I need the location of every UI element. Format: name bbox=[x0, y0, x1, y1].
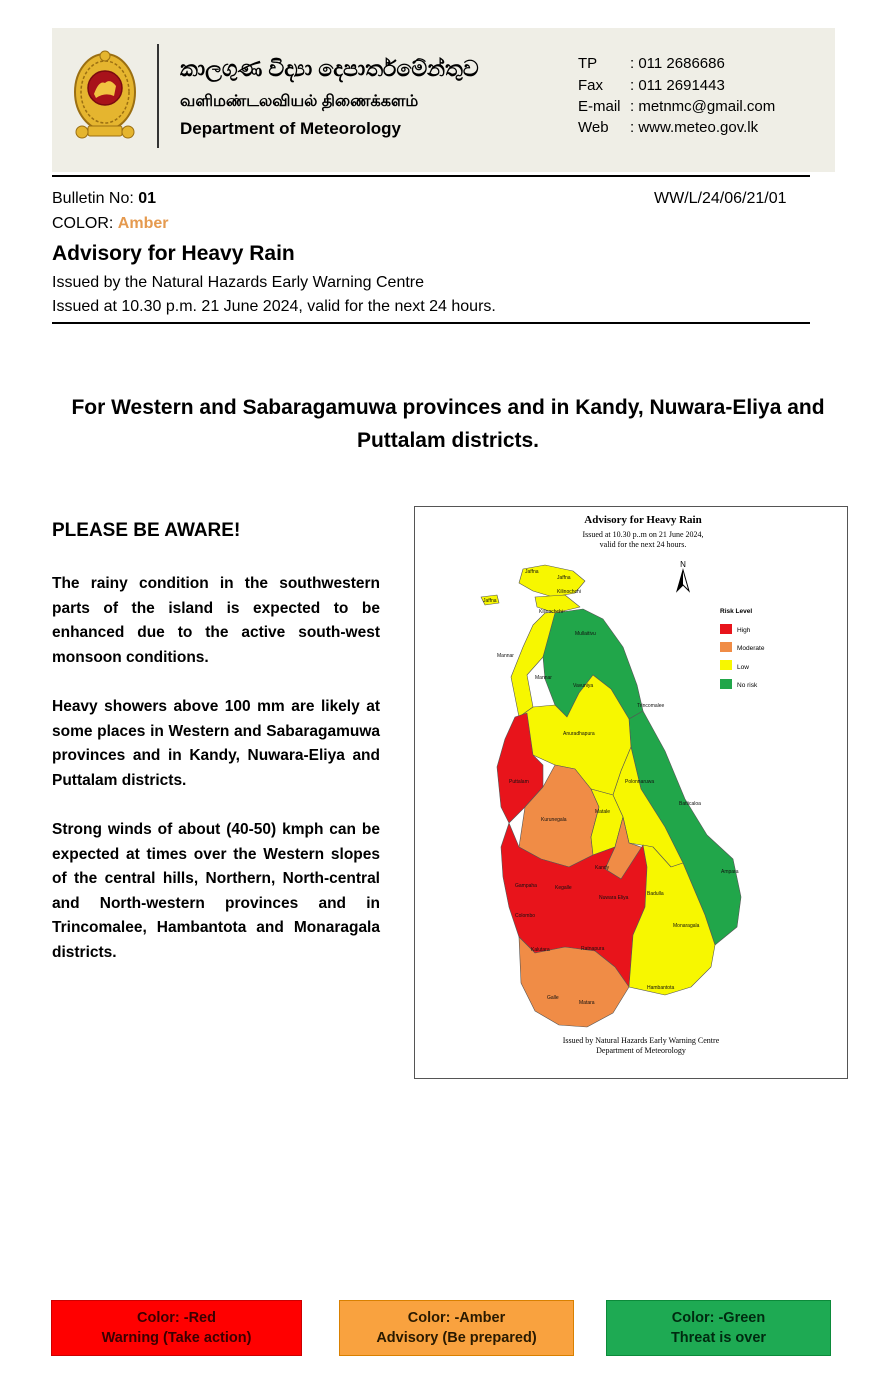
legend-label-low: Low bbox=[737, 664, 749, 671]
map-footer: Issued by Natural Hazards Early Warning Centre bbox=[562, 1036, 720, 1045]
color-key-meaning: Threat is over bbox=[670, 1330, 767, 1346]
district-label: Badulla bbox=[647, 891, 664, 897]
legend-swatch-moderate bbox=[720, 642, 732, 652]
department-name-sinhala: කාලගුණ විද්‍යා දෙපාර්තමේන්තුව bbox=[180, 56, 479, 81]
bulletin-number: 01 bbox=[138, 190, 157, 207]
district-label: Kandy bbox=[595, 865, 610, 871]
department-name-english: Department of Meteorology bbox=[180, 119, 402, 138]
bulletin-color-label: COLOR: bbox=[52, 215, 118, 232]
district-label: Kalutara bbox=[531, 947, 550, 953]
legend-swatch-low bbox=[720, 660, 732, 670]
map-subtitle: Issued at 10.30 p..m on 21 June 2024, bbox=[582, 530, 704, 539]
contact-fax bbox=[578, 77, 725, 94]
contact-label: Fax bbox=[578, 77, 604, 94]
district-label: Jaffna bbox=[557, 575, 571, 581]
district-label: Monaragala bbox=[673, 923, 700, 929]
risk-map bbox=[414, 506, 848, 1079]
district-label: Mannar bbox=[535, 675, 552, 681]
map-subtitle: valid for the next 24 hours. bbox=[599, 540, 687, 549]
contact-label: E-mail bbox=[578, 98, 621, 115]
color-key-title: Color: -Green bbox=[671, 1310, 766, 1326]
district-label: Nuwara Eliya bbox=[599, 895, 629, 901]
legend-label-no-risk: No risk bbox=[737, 682, 758, 689]
district-label: Puttalam bbox=[509, 779, 529, 785]
affected-areas-headline: For Western and Sabaragamuwa provinces and in Kandy, Nuwara-Eliya and Puttalam districts. bbox=[71, 396, 825, 452]
contact-value: : 011 2691443 bbox=[630, 77, 725, 94]
contact-email bbox=[578, 98, 775, 115]
bulletin-number-label: Bulletin No: bbox=[52, 190, 139, 207]
legend-label-moderate: Moderate bbox=[737, 645, 765, 652]
color-key-title: Color: -Red bbox=[137, 1310, 216, 1326]
top-rule bbox=[52, 175, 810, 177]
contact-value: : www.meteo.gov.lk bbox=[630, 119, 759, 136]
advisory-paragraph: Heavy showers above 100 mm are likely at some places in Western and Sabaragamuwa provinces and in Kandy, Nuwara-Eliya and Puttalam districts. bbox=[52, 698, 380, 789]
bulletin-color-line bbox=[52, 215, 168, 233]
district-label: Hambantota bbox=[647, 985, 675, 991]
contact-web bbox=[578, 119, 758, 136]
district-label: Anuradhapura bbox=[563, 731, 595, 737]
bulletin-reference: WW/L/24/06/21/01 bbox=[654, 190, 787, 207]
district-label: Vavuniya bbox=[573, 683, 594, 689]
legend-label-high: High bbox=[737, 627, 751, 634]
contact-label: TP bbox=[578, 55, 598, 72]
district-label: Galle bbox=[547, 995, 559, 1001]
district-label: Ampara bbox=[721, 869, 739, 875]
color-key-green bbox=[606, 1300, 831, 1356]
color-key-meaning: Advisory (Be prepared) bbox=[376, 1330, 537, 1346]
contact-value: : metnmc@gmail.com bbox=[630, 98, 776, 115]
district-label: Matara bbox=[579, 1000, 595, 1006]
department-name-tamil: வளிமண்டலவியல் திணைக்களம் bbox=[180, 93, 419, 110]
bottom-rule bbox=[52, 322, 810, 324]
issued-by: Issued by the Natural Hazards Early Warning Centre bbox=[52, 274, 425, 291]
issued-at: Issued at 10.30 p.m. 21 June 2024, valid for the next 24 hours. bbox=[52, 298, 496, 315]
bulletin-number-line bbox=[52, 190, 156, 208]
district-label: Kegalle bbox=[555, 885, 572, 891]
district-label: Trincomalee bbox=[637, 703, 665, 709]
district-label: Kilinochchi bbox=[539, 609, 563, 615]
district-label: Colombo bbox=[515, 913, 536, 919]
bulletin-color-value: Amber bbox=[117, 215, 169, 232]
color-key-title: Color: -Amber bbox=[407, 1310, 506, 1326]
contact-telephone bbox=[578, 55, 725, 72]
contact-value: : 011 2686686 bbox=[630, 55, 725, 72]
legend-swatch-no-risk bbox=[720, 679, 732, 689]
legend-title: Risk Level bbox=[720, 608, 753, 615]
advisory-paragraph: The rainy condition in the southwestern parts of the island is expected to be enhanced due to the active south-west monsoon conditions. bbox=[52, 575, 380, 666]
district-label: Jaffna bbox=[483, 598, 497, 604]
color-key-red bbox=[51, 1300, 302, 1356]
legend-swatch-high bbox=[720, 624, 732, 634]
district-label: Batticaloa bbox=[679, 801, 701, 807]
please-be-aware-heading: PLEASE BE AWARE! bbox=[52, 520, 241, 541]
sri-lanka-emblem-icon bbox=[72, 48, 138, 144]
map-title: Advisory for Heavy Rain bbox=[584, 514, 702, 526]
color-key-amber bbox=[339, 1300, 574, 1356]
district-label: Kurunegala bbox=[541, 817, 567, 823]
advisory-paragraph: Strong winds of about (40-50) kmph can be expected at times over the Western slopes of the central hills, Northern, North-central and North-western provinces and in Trincomalee, Hambantota and Monaragala districts. bbox=[52, 821, 380, 961]
map-footer: Department of Meteorology bbox=[596, 1046, 686, 1055]
advisory-title: Advisory for Heavy Rain bbox=[52, 242, 295, 265]
header-divider bbox=[157, 44, 159, 148]
district-label: Kilinochchi bbox=[557, 589, 581, 595]
district-shapes bbox=[481, 565, 741, 1027]
district-label: Mullaitivu bbox=[575, 631, 596, 637]
district-label: Mannar bbox=[497, 653, 514, 659]
contact-label: Web bbox=[578, 119, 609, 136]
district-label: Gampaha bbox=[515, 883, 537, 889]
district-label: Polonnaruwa bbox=[625, 779, 655, 785]
north-label: N bbox=[680, 560, 686, 569]
district-label: Matale bbox=[595, 809, 611, 815]
district-label: Ratnapura bbox=[581, 946, 605, 952]
risk-map-svg bbox=[415, 507, 847, 1078]
district-label: Jaffna bbox=[525, 569, 539, 575]
color-key-meaning: Warning (Take action) bbox=[101, 1330, 252, 1346]
